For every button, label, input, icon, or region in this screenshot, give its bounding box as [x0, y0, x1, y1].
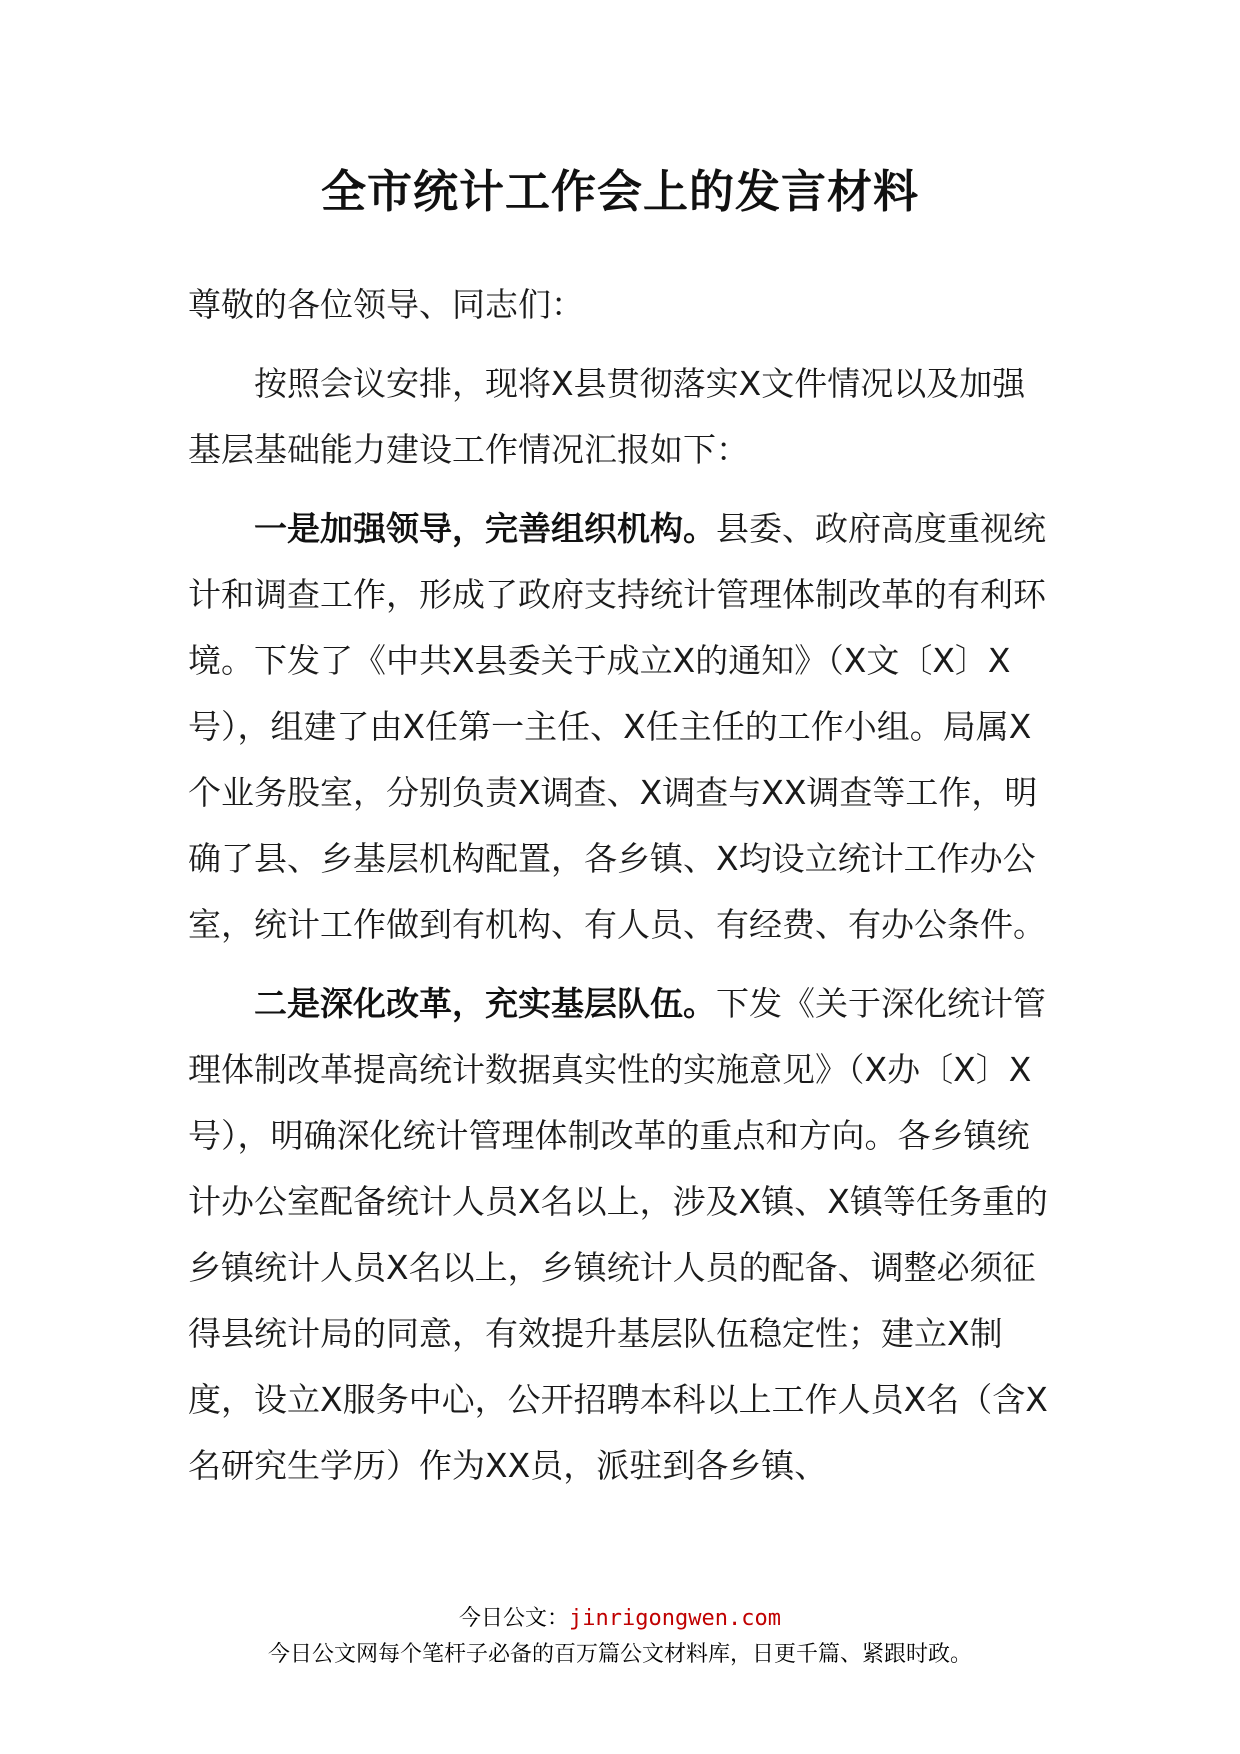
section-1-paragraph — [188, 496, 1058, 958]
section-1-body: 县委、政府高度重视统计和调查工作，形成了政府支持统计管理体制改革的有利环境。下发了《中共X县委关于成立X的通知》（X文〔X〕X号），组建了由X任第一主任、X任主任的工作小组。局属X个业务股室，分别负责X调查、X调查与XX调查等工作，明确了县、乡基层机构配置，各乡镇、X均设立统计工作办公室，统计工作做到有机构、有人员、有经费、有办公条件。 — [188, 509, 1046, 944]
footer-source-line — [0, 1601, 1240, 1632]
document-body — [188, 272, 1058, 1499]
intro-paragraph: 按照会议安排，现将X县贯彻落实X文件情况以及加强基层基础能力建设工作情况汇报如下： — [188, 364, 1026, 469]
footer-slogan: 今日公文网每个笔杆子必备的百万篇公文材料库，日更千篇、紧跟时政。 — [267, 1642, 972, 1667]
footer-label: 今日公文： — [459, 1606, 570, 1631]
document-title: 全市统计工作会上的发言材料 — [320, 165, 919, 218]
footer-site-link[interactable]: jinrigongwen.com — [569, 1606, 781, 1631]
greeting: 尊敬的各位领导、同志们： — [188, 285, 584, 324]
section-2-lead: 二是深化改革，充实基层队伍。 — [254, 984, 716, 1023]
section-2-paragraph — [188, 971, 1058, 1499]
section-1-lead: 一是加强领导，完善组织机构。 — [254, 509, 716, 548]
section-2-body: 下发《关于深化统计管理体制改革提高统计数据真实性的实施意见》（X办〔X〕X号），明确深化统计管理体制改革的重点和方向。各乡镇统计办公室配备统计人员X名以上，涉及X镇、X镇等任务重的乡镇统计人员X名以上，乡镇统计人员的配备、调整必须征得县统计局的同意，有效提升基层队伍稳定性；建立X制度，设立X服务中心，公开招聘本科以上工作人员X名（含X名研究生学历）作为XX员，派驻到各乡镇、 — [188, 984, 1048, 1485]
